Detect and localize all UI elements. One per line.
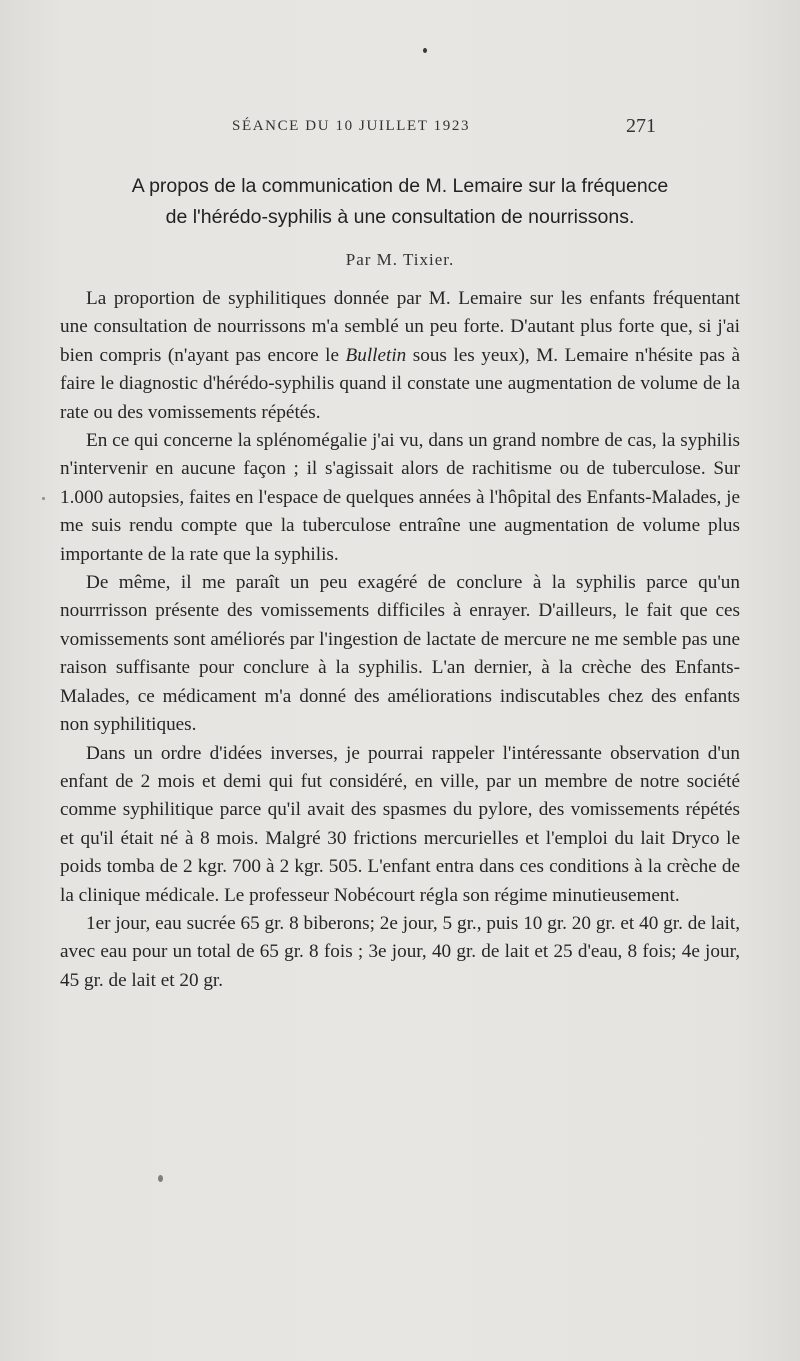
- page-number: 271: [626, 115, 656, 137]
- ink-speck: [423, 48, 427, 53]
- ink-speck: [42, 497, 45, 500]
- article-body: [60, 285, 740, 995]
- paragraph-1-text-b: sous les yeux), M. Lemaire n'hésite pas à faire le diagnostic d'hérédo-syphilis quand il constate une augmentation de volume de la rate ou des vomissements répétés.: [60, 344, 740, 423]
- paragraph-3: De même, il me paraît un peu exagéré de conclure à la syphilis parce qu'un nourrrisson présente des vomissements difficiles à enrayer. D'ailleurs, le fait que ces vomissements sont améliorés par l'ingestion de lactate de mercure ne me semble pas une raison suffisante pour conclure à la syphilis. L'an dernier, à la crèche des Enfants-Malades, ce médicament m'a donné des améliorations indiscutables chez des enfants non syphilitiques.: [60, 572, 740, 736]
- paragraph-4: Dans un ordre d'idées inverses, je pourrai rappeler l'intéressante observation d'un enfant de 2 mois et demi qui fut considéré, en ville, par un membre de notre société comme syphilitique parce qu'il avait des spasmes du pylore, des vomissements répétés et qu'il était né à 8 mois. Malgré 30 frictions mercurielles et l'emploi du lait Dryco le poids tomba de 2 kgr. 700 à 2 kgr. 505. L'enfant entra dans ces conditions à la crèche de la clinique médicale. Le professeur Nobécourt régla son régime minutieusement.: [60, 742, 740, 906]
- ink-speck: [158, 1175, 163, 1182]
- article-title-line-1: A propos de la communication de M. Lemaire sur la fréquence: [131, 175, 669, 197]
- paragraph-2: En ce qui concerne la splénomégalie j'ai vu, dans un grand nombre de cas, la syphilis n'intervenir en aucune façon ; il s'agissait alors de rachitisme ou de tuberculose. Sur 1.000 autopsies, faites en l'espace de quelques années à l'hôpital des Enfants-Malades, je me suis rendu compte que la tuberculose entraîne une augmentation de volume plus importante de la rate que la syphilis.: [60, 430, 740, 565]
- article-title: [60, 171, 740, 233]
- article-author: Par M. Tixier.: [345, 250, 455, 269]
- paragraph-1: [60, 285, 740, 427]
- article-title-line-2: de l'hérédo-syphilis à une consultation de nourrissons.: [165, 206, 635, 228]
- paragraph-1-text-a: La proportion de syphilitiques donnée par M. Lemaire sur les enfants fréquentant une consultation de nourrissons m'a semblé un peu forte. D'autant plus forte que, si j'ai bien compris (n'ayant pas encore le: [60, 288, 740, 366]
- running-head: [0, 115, 800, 142]
- running-title: SÉANCE DU 10 JUILLET 1923: [232, 118, 471, 134]
- paragraph-5: 1er jour, eau sucrée 65 gr. 8 biberons; 2e jour, 5 gr., puis 10 gr. 20 gr. et 40 gr. de lait, avec eau pour un total de 65 gr. 8 fois ; 3e jour, 40 gr. de lait et 25 d'eau, 8 fois; 4e jour, 45 gr. de lait et 20 gr.: [60, 912, 740, 991]
- bulletin-italic: Bulletin: [345, 344, 407, 366]
